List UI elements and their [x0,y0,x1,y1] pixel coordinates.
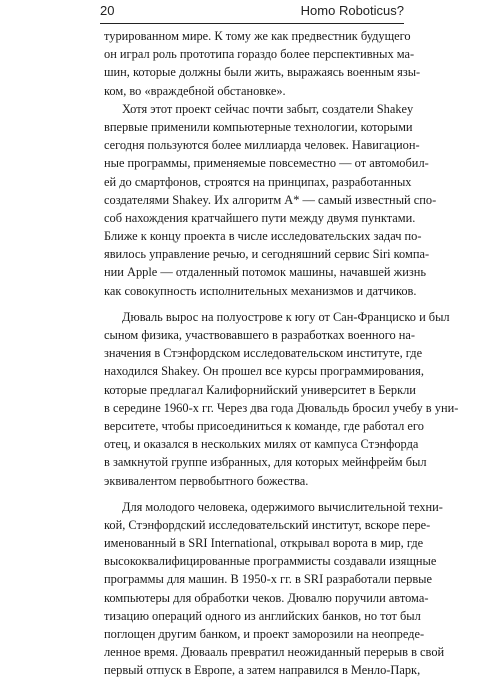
text-line: компьютеры для обработки чеков. Дювалю поручили автома- [104,590,429,605]
paragraph [104,308,459,490]
text-line: ные программы, применяемые повсеместно — от автомобил- [104,156,429,171]
text-line: кой, Стэнфордский исследовательский институт, вскоре пере- [104,517,431,532]
text-line: в замкнутой группе избранных, для которых мейнфрейм был [104,455,427,470]
paragraph [104,100,437,300]
text-line: в середине 1960-х гг. Через два года Дювальдь бросил учебу в уни- [104,400,459,415]
text-line: находился Shakey. Он прошел все курсы программирования, [104,364,424,379]
text-line: явилось управление речью, и сегодняшний сервис Siri компа- [104,247,430,262]
paragraph [104,27,421,100]
text-line: нии Apple — отдаленный потомок машины, начавшей жизнь [104,265,427,280]
text-line: ей до смартфонов, строятся на принципах, разработанных [104,174,412,189]
text-line: ком, во «враждебной обстановке». [104,83,286,98]
text-line: поглощен другим банком, и проект заморозили на неопреде- [104,627,425,641]
text-line: отец, и оказался в нескольких милях от кампуса Стэнфорда [104,437,419,452]
text-line: Ближе к концу проекта в числе исследовательских задач по- [104,229,422,244]
text-line: тизацию операций одного из английских банков, но тот был [104,608,421,623]
text-line: как совокупность исполнительных механизмов и датчиков. [104,283,417,298]
running-header [100,3,404,24]
paragraph [104,498,445,680]
paragraph-gap [104,300,396,308]
text-line: значения в Стэнфордском исследовательском институте, где [104,346,423,361]
text-line: соб нахождения кратчайшего пути между двумя пунктами. [104,210,416,225]
text-line: эквивалентом первобытного божества. [104,473,309,488]
page-number: 20 [100,3,115,18]
text-line: Дюваль вырос на полуострове к югу от Сан-Франциско и был [122,309,450,324]
text-line: он играл роль прототипа гораздо более перспективных ма- [104,47,415,62]
body-text [104,27,459,680]
text-line: программы для машин. В 1950-х гг. в SRI разработали первые [104,572,432,587]
text-line: ленное время. Дювааль превратил неожиданный перерыв в свой [104,645,445,660]
text-line: верситете, чтобы присоединиться к команде, где работал его [104,418,424,433]
text-line: сегодня пользуются более миллиарда человек. Навигацион- [104,138,420,153]
paragraph-gap [104,490,396,498]
text-line: именованный в SRI International, открывал ворота в мир, где [104,536,424,551]
text-line: создателями Shakey. Их алгоритм A* — самый известный спо- [104,192,437,207]
text-line: Хотя этот проект сейчас почти забыт, создатели Shakey [122,101,414,116]
text-line: впервые применили компьютерные технологии, которыми [104,119,413,134]
text-line: сыном физика, участвовавшего в разработках военного на- [104,328,416,342]
text-line: первый отпуск в Европе, а затем направился в Менло-Парк, [104,663,421,678]
text-line: Для молодого человека, одержимого вычислительной техни- [122,499,443,514]
text-line: турированном мире. К тому же как предвестник будущего [104,29,411,43]
text-line: высококвалифицированные программисты создавали изящные [104,554,437,569]
text-line: шин, которые должны были жить, выражаясь военным язы- [104,65,421,80]
running-title: Homo Roboticus? [300,3,404,18]
text-line: которые предлагал Калифорнийский университет в Беркли [104,382,416,397]
